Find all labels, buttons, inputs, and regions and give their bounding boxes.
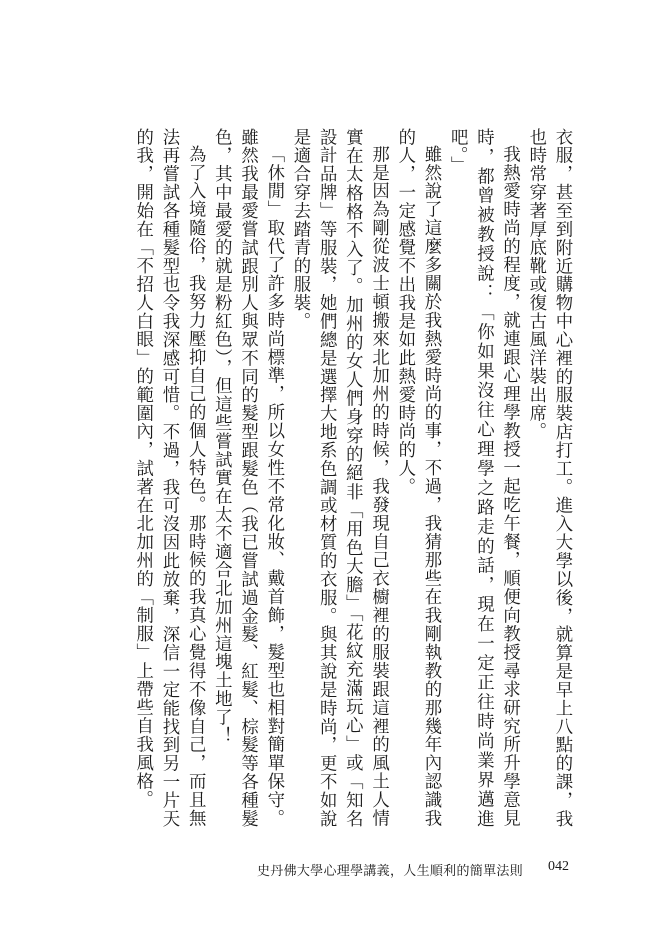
page-number: 042 — [548, 859, 569, 874]
paragraph-5: 「休閒」取代了許多時尚標準，所以女性不常化妝、戴首飾，髮型也相對簡單保守。雖然我最愛嘗試跟別人與眾不同的髮型跟髮色（我已嘗試過金髮、紅髮、棕髮等各種髮色，其中最愛的就是粉紅色），但這些嘗試實在太不適合北加州這塊土地了！ — [211, 128, 284, 828]
paragraph-3: 雖然說了這麼多關於我熱愛時尚的事，不過，我猜那些在我剛執教的那幾年內認識我的人，一定感覺不出我是如此熱愛時尚的人。 — [394, 128, 441, 828]
paragraph-6: 為了入境隨俗，我努力壓抑自己的個人特色。那時候的我真心覺得不像自己，而且無法再嘗試各種髮型也令我深感可惜。不過，我可沒因此放棄，深信一定能找到另一片天的我，開始在「不招人白眼」的範圍內，試著在北加州的「制服」上帶些自我風格。 — [132, 128, 206, 828]
running-footer-title: 史丹佛大學心理學講義，人生順利的簡單法則 — [256, 864, 523, 879]
paragraph-2: 我熱愛時尚的程度，就連跟心理學教授一起吃午餐，順便向教授尋求研究所升學意見時，都曾被教授說：「你如果沒往心理學之路走的話，現在一定正往時尚業界邁進吧。」 — [447, 128, 520, 828]
page-footer — [0, 856, 663, 880]
body-text — [75, 128, 575, 828]
paragraph-1: 衣服，甚至到附近購物中心裡的服裝店打工。進入大學以後，就算是早上八點的課，我也時常穿著厚底靴或復古風洋裝出席。 — [525, 128, 572, 828]
paragraph-4: 那是因為剛從波士頓搬來北加州的時候，我發現自己衣櫥裡的服裝跟這裡的風土人情實在太格格不入了。加州的女人們身穿的絕非「用色大膽」「花紋充滿玩心」或「知名設計品牌」等服裝，她們總是選擇大地系色調或材質的衣服。與其說是時尚，更不如說是適合穿去踏青的服裝。 — [289, 128, 389, 828]
